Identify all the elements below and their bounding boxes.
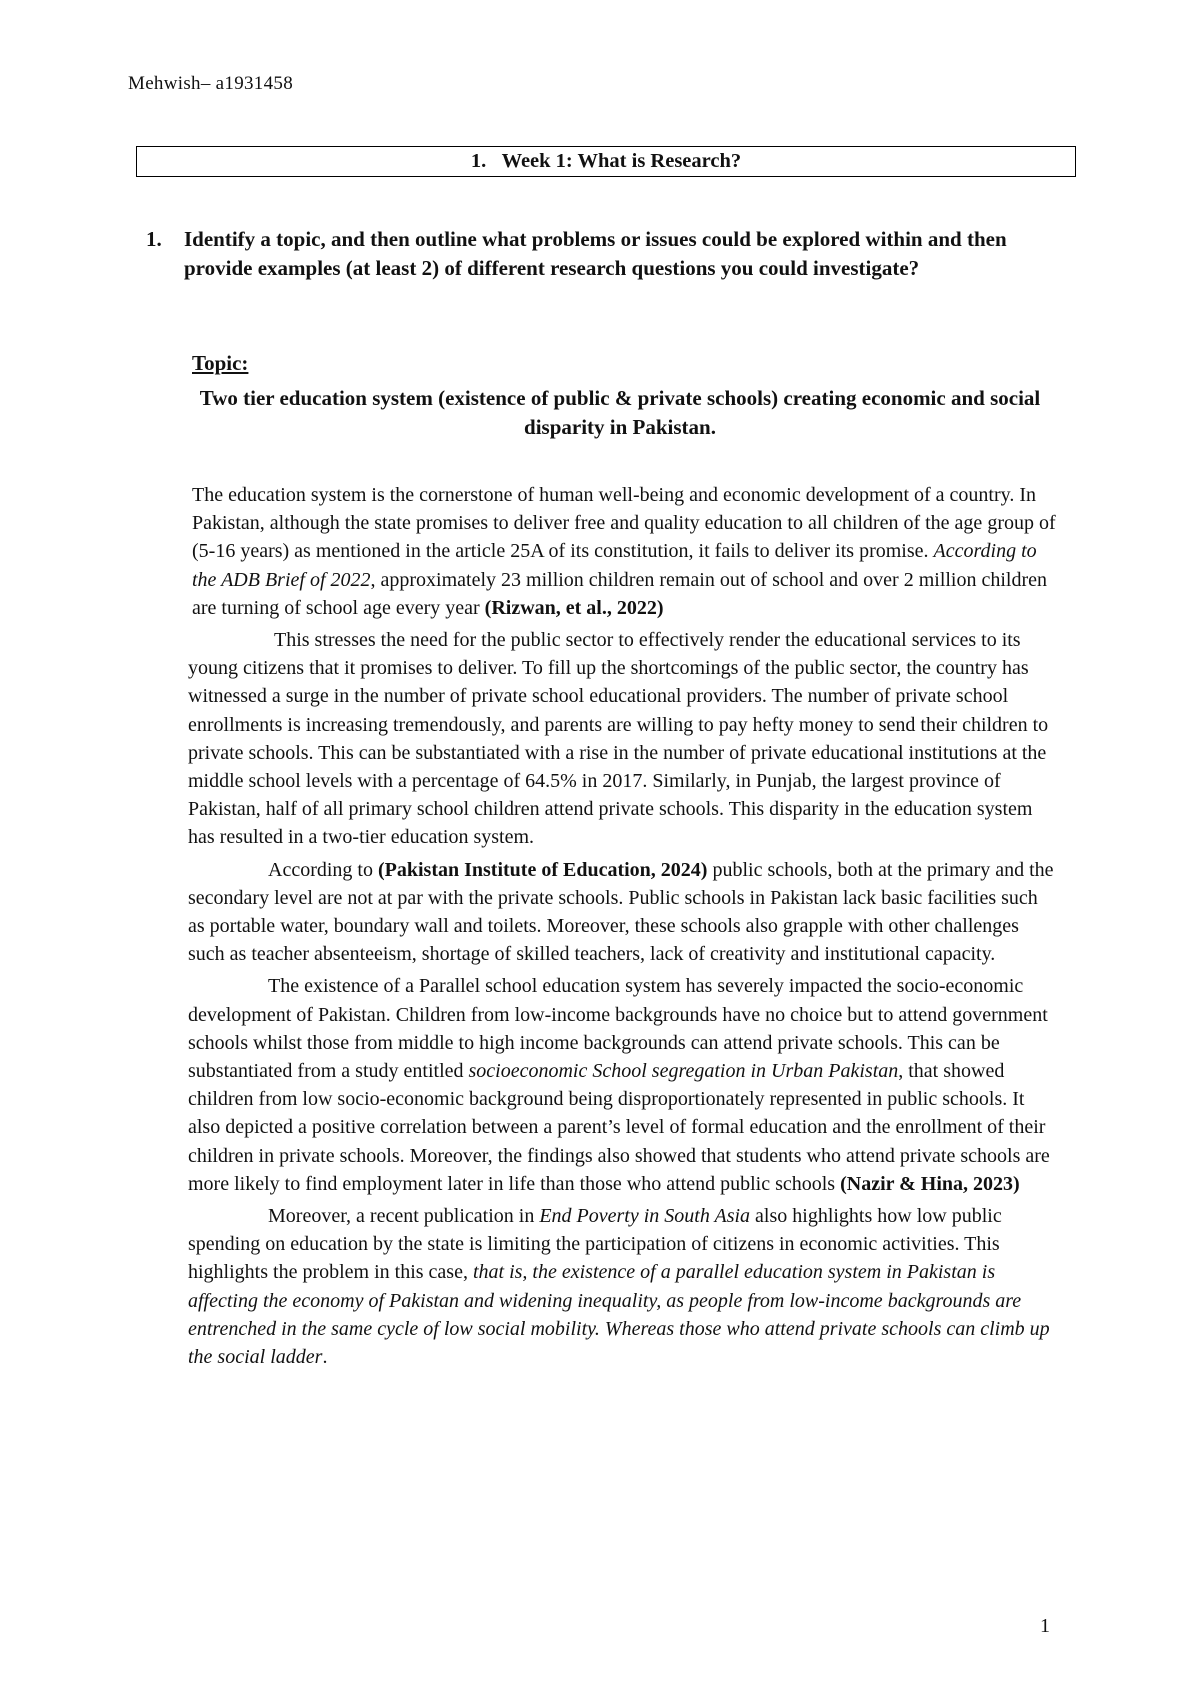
topic-label: Topic: [192,351,249,375]
citation-pie: (Pakistan Institute of Education, 2024) [377,858,708,881]
paragraph-4 [188,972,1058,1198]
page-number: 1 [1040,1615,1050,1637]
question-number: 1. [146,227,162,251]
paragraph-5 [188,1202,1058,1371]
paragraph-4-text-cont: , that showed children from low socio-economic background being disproportionately represented in public schools. It also depicted a positive correlation between a parent’s level of formal education and the enrollment of their children in private schools. Moreover, the findings also showed that students who attend private schools are more likely to find employment later in life than those who attend public schools [188,1060,1050,1195]
question-item [146,225,1066,282]
section-heading-box [136,146,1076,177]
topic-title: Two tier education system (existence of public & private schools) creating economic and social disparity in Pakistan. [199,386,1041,439]
body-text [188,481,1058,1371]
paragraph-3-text: According to [268,858,378,881]
citation-adb-brief: According to the ADB Brief of 2022 [192,540,1037,591]
paragraph-3 [188,856,1058,969]
citation-nazir-hina: (Nazir & Hina, 2023) [840,1172,1020,1195]
study-title: socioeconomic School segregation in Urban Pakistan [468,1060,899,1083]
publication-title: End Poverty in South Asia [539,1205,751,1228]
section-number: 1. [470,150,487,172]
paragraph-2-text: This stresses the need for the public sector to effectively render the educational services to its young citizens that it promises to deliver. To fill up the shortcomings of the public sector, the country has witnessed a surge in the number of private school educational providers. The number of private school enrollments is increasing tremendously, and parents are willing to pay hefty money to send their children to private schools. This can be substantiated with a rise in the number of private educational institutions at the middle school levels with a percentage of 64.5% in 2017. Similarly, in Punjab, the largest province of Pakistan, half of all primary school children attend private schools. This disparity in the education system has resulted in a two-tier education system. [188,629,1049,849]
citation-rizwan: (Rizwan, et al., 2022) [484,596,664,619]
paragraph-3-text-cont: public schools, both at the primary and the secondary level are not at par with the private schools. Public schools in Pakistan lack basic facilities such as portable water, boundary wall and toilets. Moreover, these schools also grapple with other challenges such as teacher absenteeism, shortage of skilled teachers, lack of creativity and institutional capacity. [188,858,1054,966]
paragraph-5-text: Moreover, a recent publication in [268,1205,540,1228]
paragraph-1-text: The education system is the cornerstone of human well-being and economic development of a country. In Pakistan, although the state promises to deliver free and quality education to all children of the age group of (5-16 years) as mentioned in the article 25A of its constitution, it fails to deliver its promise. [192,484,1056,563]
paragraph-1-text-cont: , approximately 23 million children remain out of school and over 2 million children are turning of school age every year [192,568,1048,619]
question-text: Identify a topic, and then outline what problems or issues could be explored within and then provide examples (at least 2) of different research questions you could investigate? [184,227,1007,280]
problem-statement: that is, the existence of a parallel education system in Pakistan is affecting the economy of Pakistan and widening inequality, as people from low-income backgrounds are entrenched in the same cycle of low social mobility. Whereas those who attend private schools can climb up the social ladder [188,1261,1050,1369]
paragraph-4-text: The existence of a Parallel school education system has severely impacted the socio-economic development of Pakistan. Children from low-income backgrounds have no choice but to attend government schools whilst those from middle to high income backgrounds can attend private schools. This can be substantiated from a study entitled [188,975,1048,1083]
paragraph-5-end: . [322,1346,328,1369]
paragraph-2 [188,626,1058,852]
section-title: Week 1: What is Research? [501,150,742,172]
document-header: Mehwish– a1931458 [128,73,294,94]
paragraph-1 [188,481,1058,622]
paragraph-5-text-cont: also highlights how low public spending on education by the state is limiting the participation of citizens in economic activities. This highlights the problem in this case, [188,1205,1002,1284]
